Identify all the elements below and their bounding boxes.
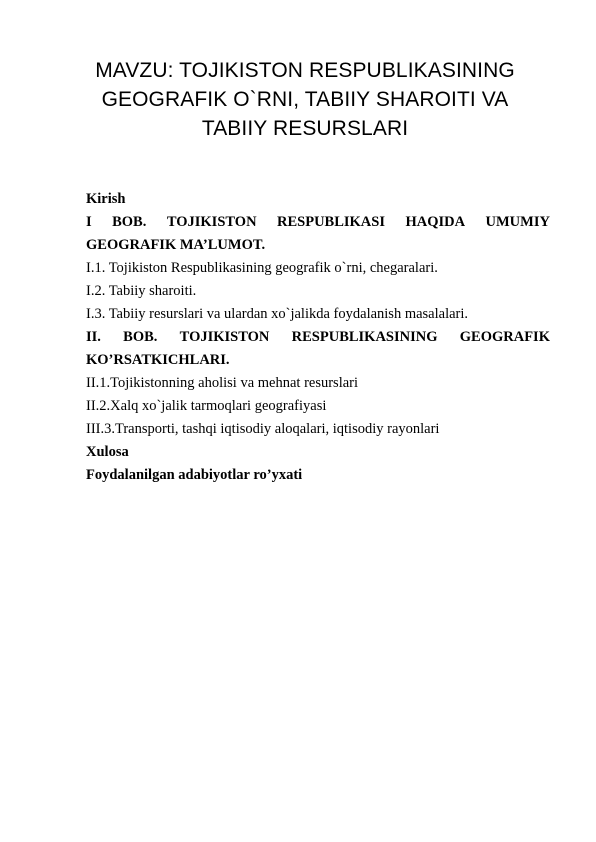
toc-chapter-2-word: II. — [86, 329, 101, 345]
toc-chapter-1-word: HAQIDA — [405, 214, 466, 230]
title-line-3: TABIIY RESURSLARI — [201, 117, 409, 140]
toc-chapter-2-heading-cont: KO’RSATKICHLARI. — [86, 352, 230, 368]
toc-chapter-2-word: TOJIKISTON — [179, 329, 270, 345]
title-line-1: MAVZU: TOJIKISTON RESPUBLIKASINING — [95, 59, 515, 82]
toc-chapter-2-word: RESPUBLIKASINING — [291, 329, 438, 345]
toc-conclusion: Xulosa — [86, 444, 129, 460]
toc-chapter-2-word: BOB. — [123, 329, 158, 345]
toc-chapter-1-word: RESPUBLIKASI — [277, 214, 385, 230]
toc-section-1-1: I.1. Tojikiston Respublikasining geografik o`rni, chegaralari. — [86, 260, 438, 276]
toc-chapter-2-word: GEOGRAFIK — [459, 329, 550, 345]
toc-section-1-3: I.3. Tabiiy resurslari va ulardan xo`jalikda foydalanish masalalari. — [86, 306, 469, 322]
toc-chapter-1-heading-cont: GEOGRAFIK MA’LUMOT. — [86, 237, 266, 253]
toc-chapter-1-word: I — [86, 214, 92, 230]
toc-section-3-3: III.3.Transporti, tashqi iqtisodiy aloqalari, iqtisodiy rayonlari — [86, 421, 440, 437]
toc-section-2-2: II.2.Xalq xo`jalik tarmoqlari geografiyasi — [86, 398, 327, 414]
toc-chapter-1-word: TOJIKISTON — [166, 214, 257, 230]
toc-section-1-2: I.2. Tabiiy sharoiti. — [86, 283, 197, 299]
toc-chapter-1-heading — [86, 211, 550, 234]
title-line-2: GEOGRAFIK O`RNI, TABIIY SHAROITI VA — [101, 88, 509, 111]
toc-bibliography: Foydalanilgan adabiyotlar ro’yxati — [86, 467, 303, 483]
toc-chapter-1-word: BOB. — [112, 214, 147, 230]
page-title — [60, 56, 550, 143]
toc-chapter-2-heading — [86, 326, 550, 349]
toc-introduction: Kirish — [86, 191, 126, 207]
toc-chapter-1-word: UMUMIY — [485, 214, 550, 230]
table-of-contents — [86, 188, 550, 487]
toc-section-2-1: II.1.Tojikistonning aholisi va mehnat resurslari — [86, 375, 359, 391]
